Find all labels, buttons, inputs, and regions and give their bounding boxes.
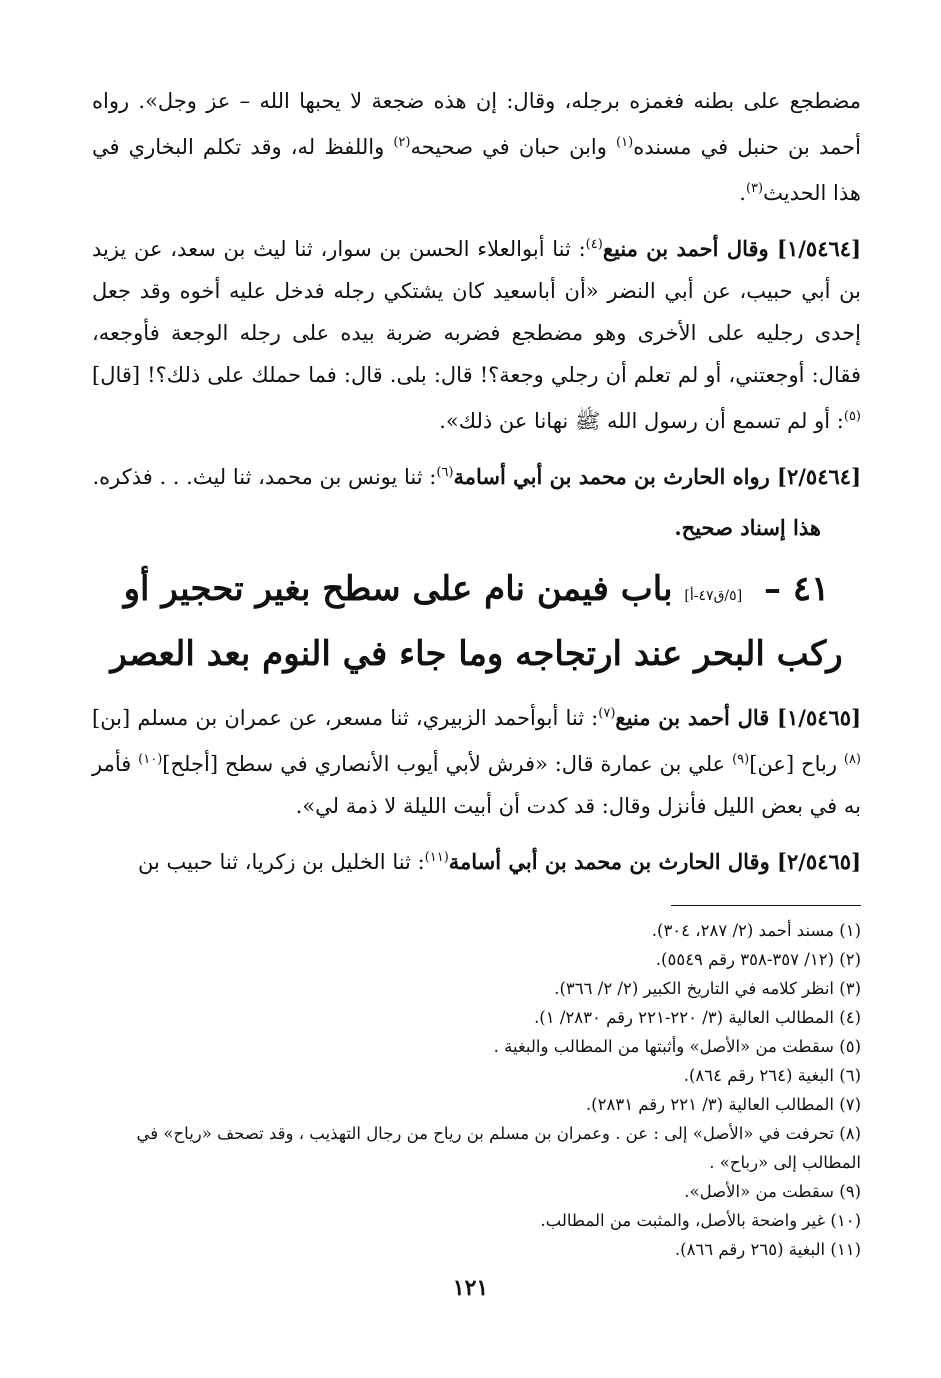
footnote-item: (٦) البغية (٢٦٤ رقم ٨٦٤). xyxy=(683,1066,861,1085)
footnote-marker[interactable]: (٢) xyxy=(393,135,411,150)
chapter-heading xyxy=(92,560,861,683)
text: : أو لم تسمع أن رسول الله ﷺ نهانا عن ذلك». xyxy=(439,409,844,433)
footnote-marker[interactable]: (٤) xyxy=(585,237,603,252)
footnote-marker[interactable]: (٣) xyxy=(745,181,764,196)
hadith-reference: [٢/٥٤٦٤] رواه الحارث بن محمد بن أبي أسامة xyxy=(453,464,861,489)
isnad-verdict: هذا إسناد صحيح. xyxy=(674,515,821,540)
text: واللفظ له، وقد تكلم البخاري في هذا الحديث xyxy=(92,135,861,205)
footnote-marker[interactable]: (١٠) xyxy=(138,752,163,767)
chapter-number: ٤١ – xyxy=(764,569,830,609)
paragraph-continuation xyxy=(92,80,861,214)
footnote-marker[interactable]: (٨) xyxy=(843,752,861,767)
footnote-item: (٢) (١٢/ ٣٥٧-٣٥٨ رقم ٥٥٤٩). xyxy=(655,950,861,969)
footnotes-list xyxy=(92,916,861,1264)
text: : ثنا أبوالعلاء الحسن بن سوار، ثنا ليث بن سعد، عن يزيد بن أبي حبيب، عن أبي النضر «أن أباسعيد كان يشتكي رجله فدخل عليه أخوه وقد جعل إحدى رجليه على الأخرى وهو مضطجع فضربه ضربة بيده على رجله الوجعة فأوجعه، فقال: أوجعتني، أو لم تعلم أن رجلي وجعة؟! قال: بلى. قال: فما حملك على ذلك؟! [قال] xyxy=(92,237,861,387)
footnote-item: (١١) البغية (٢٦٥ رقم ٨٦٦). xyxy=(674,1240,861,1259)
hadith-5465-1 xyxy=(92,693,861,827)
text: وابن حبان في صحيحه xyxy=(410,135,617,159)
text: : ثنا الخليل بن زكريا، ثنا حبيب بن xyxy=(138,850,425,874)
book-page xyxy=(92,80,861,1338)
text: علي بن عمارة قال: «فرش لأبي أيوب الأنصاري في سطح [أجلح] xyxy=(162,752,733,776)
text: : ثنا يونس بن محمد، ثنا ليث. . . فذكره. xyxy=(92,465,437,489)
footnote-item: (١) مسند أحمد (٢/ ٢٨٧، ٣٠٤). xyxy=(651,921,861,940)
chapter-title: باب فيمن نام على سطح بغير تحجير أو ركب البحر عند ارتجاجه وما جاء في النوم بعد العصر xyxy=(110,569,843,674)
text: رباح [عن] xyxy=(749,752,844,776)
footnote-marker[interactable]: (١١) xyxy=(424,850,449,865)
text: . xyxy=(739,181,746,205)
manuscript-reference: [٥/ق٤٧-أ] xyxy=(684,588,743,604)
hadith-reference: [١/٥٤٦٥] قال أحمد بن منيع xyxy=(615,705,862,730)
page-number: ١٢١ xyxy=(452,1275,489,1301)
footnote-item: (١٠) غير واضحة بالأصل، والمثبت من المطالب. xyxy=(540,1211,861,1230)
hadith-reference: [١/٥٤٦٤] وقال أحمد بن منيع xyxy=(602,236,861,261)
text: فأمر به في بعض الليل فأنزل وقال: قد كدت أن أبيت الليلة لا ذمة لي». xyxy=(92,752,861,818)
footnote-marker[interactable]: (٩) xyxy=(732,752,750,767)
hadith-5465-2 xyxy=(92,837,861,883)
footnote-marker[interactable]: (٧) xyxy=(598,706,616,721)
footnote-item: (٤) المطالب العالية (٣/ ٢٢٠-٢٢١ رقم ٢٨٣٠/ ١). xyxy=(534,1008,861,1027)
footnote-divider xyxy=(671,905,861,906)
text: مضطجع على بطنه فغمزه برجله، وقال: إن هذه ضجعة لا يحبها الله – عز وجل». رواه أحمد بن حنبل في مسنده xyxy=(92,89,861,159)
footnote-item: (٨) تحرفت في «الأصل» إلى : عن . وعمران بن مسلم بن رياح من رجال التهذيب ، وقد تصحف «رياح» في المطالب إلى «رباح» . xyxy=(136,1124,861,1172)
footnote-item: (٥) سقطت من «الأصل» وأثبتها من المطالب والبغية . xyxy=(493,1037,861,1056)
footnote-item: (٩) سقطت من «الأصل». xyxy=(684,1182,861,1201)
hadith-5464-2 xyxy=(92,452,861,498)
hadith-5464-1 xyxy=(92,224,861,442)
hadith-reference: [٢/٥٤٦٥] وقال الحارث بن محمد بن أبي أسامة xyxy=(448,849,861,874)
footnote-marker[interactable]: (١) xyxy=(616,135,634,150)
footnote-item: (٧) المطالب العالية (٣/ ٢٢١ رقم ٢٨٣١). xyxy=(585,1095,861,1114)
footnote-item: (٣) انظر كلامه في التاريخ الكبير (٢/ ٢/ ٣٦٦). xyxy=(554,979,861,998)
footnote-marker[interactable]: (٥) xyxy=(843,409,861,424)
footnote-marker[interactable]: (٦) xyxy=(436,465,454,480)
text: : ثنا أبوأحمد الزبيري، ثنا مسعر، عن عمران بن مسلم [بن] xyxy=(92,706,599,730)
